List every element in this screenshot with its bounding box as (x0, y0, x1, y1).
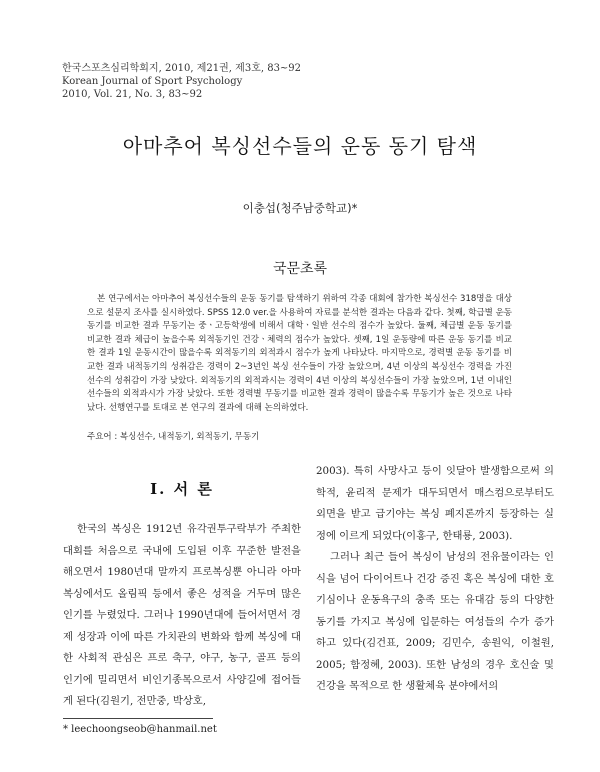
footnote-divider (63, 718, 213, 719)
body-right-column (316, 461, 554, 698)
abstract-heading: 국문초록 (272, 261, 328, 277)
journal-info (62, 62, 301, 101)
journal-name-english: Korean Journal of Sport Psychology (62, 76, 243, 87)
body-right-paragraph: 그러나 최근 들어 복싱이 남성의 전유물이라는 인식을 넘어 다이어트나 건강 증진 혹은 복싱에 대한 호기심이나 운동욕구의 충족 또는 유대감 등의 다양한 동기를 가지고 복싱에 입문하는 여성들의 수가 증가하고 있다(김건표, 2009; 김민수, 송원익, 이철원, 2005; 함정혜, 2003). 또한 남성의 경우 호신술 및 건강을 목적으로 한 생활체육 분야에서의 (316, 551, 554, 692)
body-right-continuation: 2003). 특히 사망사고 등이 잇달아 발생함으로써 의학적, 윤리적 문제가 대두되면서 매스컴으로부터도 외면을 받고 급기야는 복싱 폐지론까지 등장하는 실정에 이르게 되었다(이홍구, 한태룡, 2003). (316, 465, 554, 542)
abstract-text: 본 연구에서는 아마추어 복싱선수들의 운동 동기를 탐색하기 위하여 각종 대회에 참가한 복싱선수 318명을 대상으로 설문지 조사를 실시하였다. SPSS 12.0 ver.을 사용하여 자료를 분석한 결과는 다음과 같다. 첫째, 학급별 운동 동기를 비교한 결과 무동기는 중ㆍ고등학생에 비해서 대학ㆍ일반 선수의 점수가 높았다. 둘째, 체급별 운동 동기를 비교한 결과 체급이 높을수록 외적동기인 건강ㆍ체력의 점수가 높았다. 셋째, 1일 운동량에 따른 운동 동기를 비교한 결과 1일 운동시간이 많을수록 외적동기의 외적과시 점수가 높게 나타났다. 마지막으로, 경력별 운동 동기를 비교한 결과 내적동기의 성취감은 경력이 2~3년인 복싱 선수들이 가장 높았으며, 4년 이상의 복싱선수 경력을 가진 선수의 성취감이 가장 낮았다. 외적동기의 외적과시는 경력이 4년 이상의 복싱선수들이 가장 높았으며, 1년 이내인 선수들의 외적과시가 가장 낮았다. 또한 경력별 무동기를 비교한 결과 경력이 많을수록 무동기가 높은 것으로 나타났다. 선행연구를 토대로 본 연구의 결과에 대해 논의하였다. (87, 294, 512, 413)
body-left-column: 한국의 복싱은 1912년 유각권투구락부가 주최한 대회를 처음으로 국내에 도입된 이후 꾸준한 발전을 해오면서 1980년대 말까지 프로복싱뿐 아니라 아마복싱에서도 올림픽 등에서 좋은 성적을 거두며 많은 인기를 누렸었다. 그러나 1990년대에 들어서면서 경제 성장과 이에 따른 가치관의 변화와 함께 복싱에 대한 사회적 관심은 프로 축구, 야구, 농구, 골프 등의 인기에 밀리면서 비인기종목으로서 사양길에 접어들게 된다(김원기, 전만중, 박상호, (63, 523, 301, 707)
paper-title: 아마추어 복싱선수들의 운동 동기 탐색 (122, 134, 478, 158)
footnote-email: * leechoongseob@hanmail.net (63, 724, 217, 735)
keywords: 주요어 : 복싱선수, 내적동기, 외적동기, 무동기 (87, 432, 260, 442)
author-affiliation: 이충섭(청주남중학교)* (242, 201, 358, 215)
journal-citation-korean: 한국스포츠심리학회지, 2010, 제21권, 제3호, 83~92 (62, 63, 302, 74)
section-title: I. 서 론 (150, 480, 214, 498)
journal-volume-issue: 2010, Vol. 21, No. 3, 83~92 (62, 89, 203, 100)
